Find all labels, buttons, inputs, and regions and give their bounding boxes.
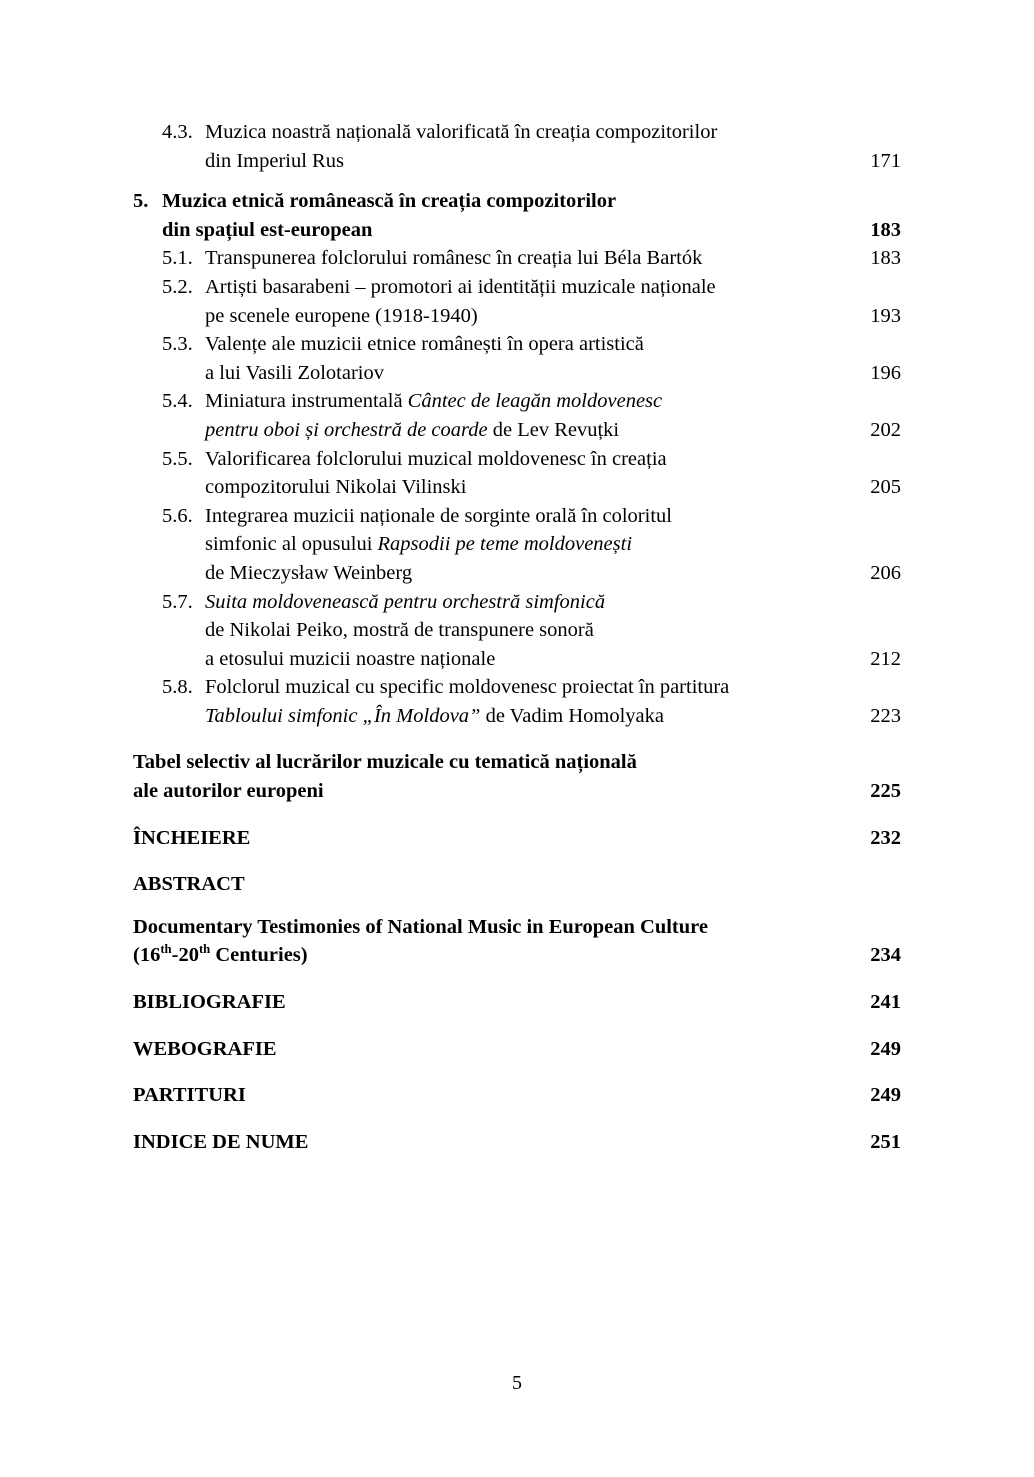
section-page-number: 225	[870, 780, 901, 803]
section-page-number: 234	[870, 944, 901, 967]
entry-text	[133, 1035, 833, 1064]
toc-section-indice-de-nume[interactable]	[133, 1128, 901, 1157]
entry-line: WEBOGRAFIE	[133, 1037, 277, 1060]
entry-line: Valențe ale muzicii etnice românești în opera artistică	[205, 333, 644, 356]
entry-page-number: 196	[870, 361, 901, 384]
toc-section-webografie[interactable]	[133, 1035, 901, 1064]
spacer	[133, 899, 901, 913]
entry-line: INDICE DE NUME	[133, 1130, 309, 1153]
entry-line: de Nikolai Peiko, mostră de transpunere sonoră	[205, 619, 594, 642]
section-page-number: 251	[870, 1130, 901, 1153]
entry-line: compozitorului Nikolai Vilinski	[205, 476, 467, 499]
entry-page-number: 205	[870, 476, 901, 499]
entry-line: Muzica etnică românească în creația compozitorilor	[162, 190, 617, 213]
toc-back-matter	[133, 748, 901, 1156]
toc-section-bibliografie[interactable]	[133, 988, 901, 1017]
entry-line: de Mieczysław Weinberg	[205, 561, 413, 584]
entry-page-number: 171	[870, 149, 901, 172]
entry-page-number: 183	[870, 247, 901, 270]
entry-line: Tabloului simfonic „În Moldova” de Vadim Homolyaka	[205, 704, 664, 727]
entry-line: pe scenele europene (1918-1940)	[205, 304, 478, 327]
entry-text	[133, 824, 833, 853]
entry-line: Suita moldovenească pentru orchestră simfonică	[205, 590, 606, 613]
entry-line: a lui Vasili Zolotariov	[205, 361, 384, 384]
toc-entry-5.8[interactable]	[133, 673, 901, 730]
spacer	[133, 1017, 901, 1035]
entry-page-number: 212	[870, 647, 901, 670]
entry-text	[162, 387, 905, 444]
entry-line: Integrarea muzicii naționale de sorginte orală în coloritul	[205, 504, 672, 527]
spacer	[133, 970, 901, 988]
toc-entries	[133, 118, 901, 730]
entry-line: Tabel selectiv al lucrărilor muzicale cu tematică națională	[133, 751, 637, 774]
section-page-number: 249	[870, 1084, 901, 1107]
toc-entry-5[interactable]	[133, 187, 901, 244]
entry-number-label: 5.1.	[162, 247, 193, 270]
entry-line: simfonic al opusului Rapsodii pe teme moldovenești	[205, 533, 633, 556]
entry-line: pentru oboi și orchestră de coarde de Lev Revuțki	[205, 418, 620, 441]
toc-entry-4.3[interactable]	[133, 118, 901, 175]
spacer	[133, 852, 901, 870]
entry-text	[133, 1081, 833, 1110]
entry-line: din spațiul est-european	[162, 218, 373, 241]
entry-text	[133, 748, 833, 805]
entry-text	[162, 244, 905, 273]
toc-section-abstract[interactable]	[133, 870, 901, 899]
toc-entry-5.7[interactable]	[133, 588, 901, 674]
spacer	[133, 175, 901, 187]
entry-line: Valorificarea folclorului muzical moldovenesc în creația	[205, 447, 667, 470]
entry-number-label: 5.8.	[162, 676, 193, 699]
spacer	[133, 1063, 901, 1081]
entry-text	[162, 673, 905, 730]
entry-number-label: 4.3.	[162, 121, 193, 143]
toc-section-partituri[interactable]	[133, 1081, 901, 1110]
entry-line: Muzica noastră națională valorificată în creația compozitorilor	[205, 121, 718, 143]
entry-line: ÎNCHEIERE	[133, 826, 251, 849]
toc-entry-5.3[interactable]	[133, 330, 901, 387]
entry-line: a etosului muzicii noastre naționale	[205, 647, 496, 670]
section-page-number: 249	[870, 1037, 901, 1060]
entry-number-label: 5.4.	[162, 390, 193, 413]
entry-line: din Imperiul Rus	[205, 149, 344, 172]
entry-line: (16th-20th Centuries)	[133, 942, 308, 967]
entry-line: ABSTRACT	[133, 873, 245, 896]
entry-number-label: 5.7.	[162, 590, 193, 613]
toc-section-tabel-selectiv[interactable]	[133, 748, 901, 805]
entry-page-number: 193	[870, 304, 901, 327]
toc-list	[133, 118, 901, 1156]
entry-line: Folclorul muzical cu specific moldovenesc proiectat în partitura	[205, 676, 730, 699]
toc-entry-5.2[interactable]	[133, 273, 901, 330]
section-page-number: 232	[870, 826, 901, 849]
section-page-number: 241	[870, 991, 901, 1014]
entry-text	[162, 330, 905, 387]
toc-entry-5.4[interactable]	[133, 387, 901, 444]
entry-line: BIBLIOGRAFIE	[133, 991, 286, 1014]
entry-number-label: 5.3.	[162, 333, 193, 356]
entry-line: ale autorilor europeni	[133, 780, 324, 803]
entry-number-label: 5.6.	[162, 504, 193, 527]
entry-number-label: 5.2.	[162, 275, 193, 298]
entry-number-label: 5.5.	[162, 447, 193, 470]
entry-text	[162, 445, 905, 502]
entry-text	[133, 1128, 833, 1157]
toc-entry-5.1[interactable]	[133, 244, 901, 273]
spacer	[133, 806, 901, 824]
entry-line: Transpunerea folclorului românesc în creația lui Béla Bartók	[205, 247, 703, 270]
entry-text	[133, 187, 862, 244]
toc-section-abstract-title[interactable]	[133, 913, 901, 970]
spacer	[133, 1110, 901, 1128]
entry-line: Artiști basarabeni – promotori ai identității muzicale naționale	[205, 275, 716, 298]
entry-text	[162, 588, 905, 674]
entry-text	[162, 118, 905, 175]
spacer	[133, 730, 901, 748]
toc-entry-5.5[interactable]	[133, 445, 901, 502]
page-number-footer: 5	[512, 1372, 522, 1394]
entry-text	[162, 502, 905, 588]
entry-line: PARTITURI	[133, 1084, 246, 1107]
entry-text	[133, 988, 833, 1017]
entry-line: Miniatura instrumentală Cântec de leagăn moldovenesc	[205, 390, 663, 413]
entry-page-number: 206	[870, 561, 901, 584]
entry-text	[133, 913, 833, 970]
entry-page-number: 202	[870, 418, 901, 441]
entry-page-number: 183	[870, 218, 901, 241]
entry-page-number: 223	[870, 704, 901, 727]
entry-text	[133, 870, 833, 899]
entry-number-label: 5.	[133, 190, 149, 213]
toc-section-incheiere[interactable]	[133, 824, 901, 853]
toc-entry-5.6[interactable]	[133, 502, 901, 588]
entry-text	[162, 273, 905, 330]
entry-line: Documentary Testimonies of National Music in European Culture	[133, 915, 708, 938]
